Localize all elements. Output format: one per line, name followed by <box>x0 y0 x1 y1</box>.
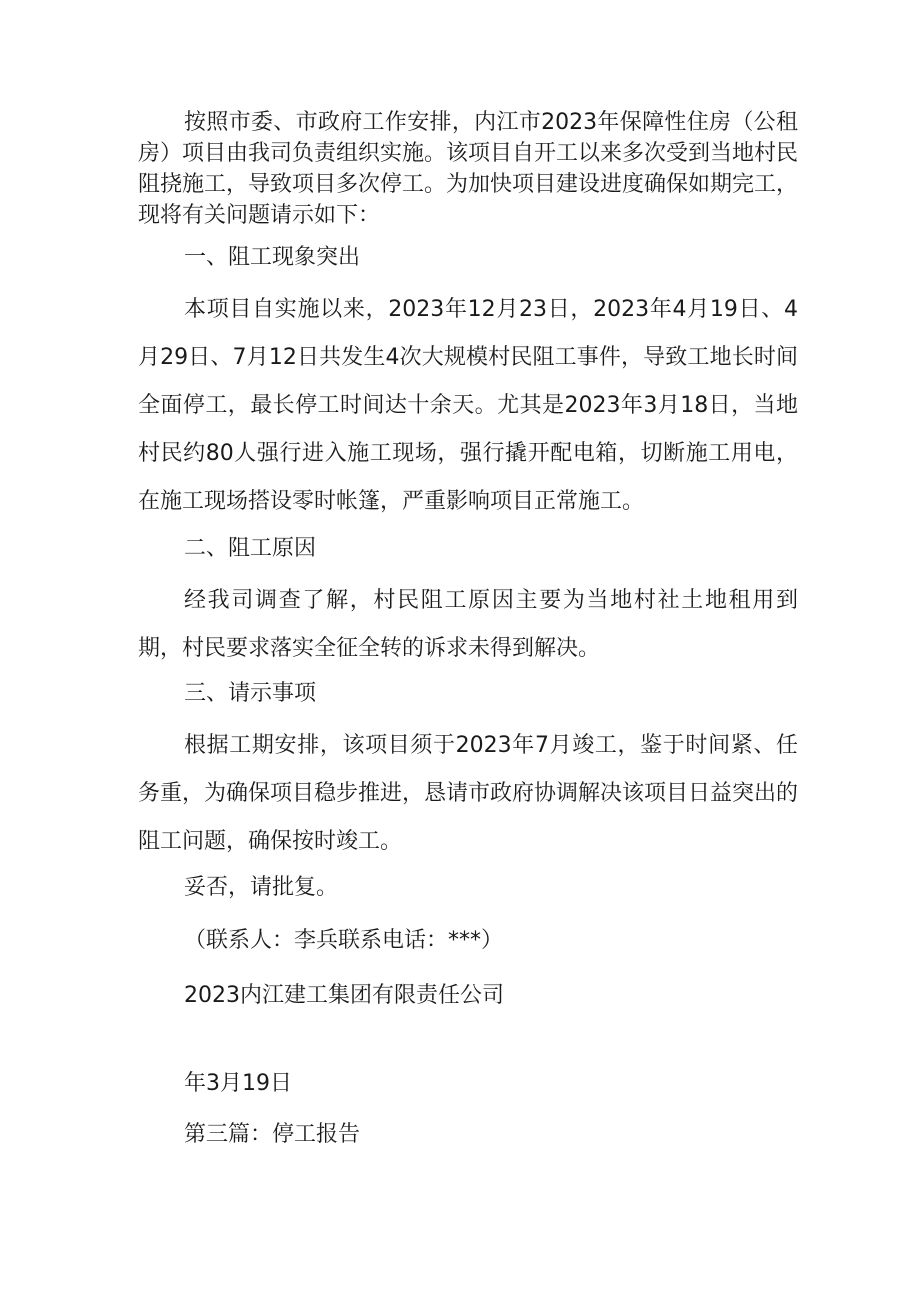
section2-heading: 二、阻工原因 <box>184 536 317 561</box>
section3-heading: 三、请示事项 <box>184 681 317 706</box>
company-name: 2023内江建工集团有限责任公司 <box>184 983 504 1008</box>
closing-line: 妥否，请批复。 <box>184 875 339 900</box>
document-date: 年3月19日 <box>184 1071 292 1096</box>
section1-heading: 一、阻工现象突出 <box>184 245 361 270</box>
section2-body: 经我司调查了解，村民阻工原因主要为当地村社土地租用到期，村民要求落实全征全转的诉求未得到解决。 <box>138 588 798 661</box>
intro-paragraph: 按照市委、市政府工作安排，内江市2023年保障性住房（公租房）项目由我司负责组织实施。该项目自开工以来多次受到当地村民阻挠施工，导致项目多次停工。为加快项目建设进度确保如期完工，现将有关问题请示如下： <box>138 110 799 228</box>
contact-line: （联系人：李兵联系电话：***） <box>184 928 504 953</box>
next-section-title: 第三篇：停工报告 <box>184 1122 361 1147</box>
section3-body: 根据工期安排，该项目须于2023年7月竣工，鉴于时间紧、任务重，为确保项目稳步推进，恳请市政府协调解决该项目日益突出的阻工问题，确保按时竣工。 <box>138 733 799 854</box>
section1-body: 本项目自实施以来，2023年12月23日，2023年4月19日、4月29日、7月12日共发生4次大规模村民阻工事件，导致工地长时间全面停工，最长停工时间达十余天。尤其是2023年3月18日，当地村民约80人强行进入施工现场，强行撬开配电箱，切断施工用电，在施工现场搭设零时帐篷，严重影响项目正常施工。 <box>138 297 798 514</box>
